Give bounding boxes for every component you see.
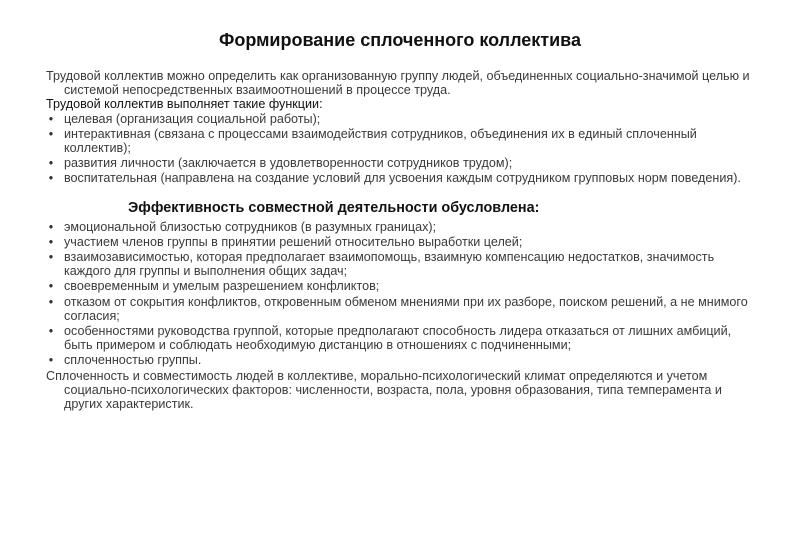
list-item bbox=[46, 279, 758, 293]
functions-heading-colon: : bbox=[319, 97, 323, 112]
bullet-icon: • bbox=[48, 279, 54, 294]
list-item-text: сплоченностью группы. bbox=[64, 353, 202, 368]
list-item-text: воспитательная (направлена на создание условий для усвоения каждым сотрудником групповых норм поведения). bbox=[64, 171, 741, 186]
list-item bbox=[46, 324, 758, 352]
list-item-text: целевая (организация социальной работы); bbox=[64, 111, 321, 126]
bullet-icon: • bbox=[48, 353, 54, 368]
bullet-icon: • bbox=[48, 294, 54, 309]
bullet-icon: • bbox=[48, 156, 54, 171]
bullet-icon: • bbox=[48, 126, 54, 141]
list-item bbox=[46, 112, 758, 126]
conclusion-paragraph: Сплоченность и совместимость людей в коллективе, морально-психологический климат определяются и учетом социально-психологических факторов: численности, возраста, пола, уровня образования, типа темперамента и других характеристик. bbox=[46, 368, 722, 412]
list-item bbox=[46, 171, 758, 185]
slide-title: Формирование сплоченного коллектива bbox=[218, 30, 582, 50]
bullet-icon: • bbox=[48, 111, 54, 126]
bullet-icon: • bbox=[48, 324, 54, 339]
list-item bbox=[46, 127, 758, 155]
effectiveness-list bbox=[46, 220, 758, 368]
functions-heading-text: Трудовой коллектив выполняет такие функции bbox=[46, 97, 320, 112]
list-item-text: интерактивная (связана с процессами взаимодействия сотрудников, объединения их в единый сплоченный коллектив); bbox=[64, 126, 697, 156]
functions-list bbox=[46, 112, 758, 186]
bullet-icon: • bbox=[48, 171, 54, 186]
list-item-text: своевременным и умелым разрешением конфликтов; bbox=[64, 279, 380, 294]
list-item bbox=[46, 250, 758, 278]
list-item-text: развития личности (заключается в удовлетворенности сотрудников трудом); bbox=[64, 156, 513, 171]
bullet-icon: • bbox=[48, 250, 54, 265]
list-item-text: взаимозависимостью, которая предполагает взаимопомощь, взаимную компенсацию недостатков, значимость каждого для группы и выполнения общих задач; bbox=[64, 250, 715, 279]
list-item-text: эмоциональной близостью сотрудников (в разумных границах); bbox=[64, 219, 437, 234]
list-item-text: участием членов группы в принятии решений относительно выработки целей; bbox=[64, 234, 523, 249]
list-item bbox=[46, 353, 758, 367]
list-item bbox=[46, 220, 758, 234]
list-item bbox=[46, 156, 758, 170]
list-item-text: особенностями руководства группой, которые предполагают способность лидера отказаться от лишних амбиций, быть примером и соблюдать необходимую дистанцию в отношениях с подчиненными; bbox=[64, 324, 732, 353]
slide-body bbox=[46, 69, 758, 411]
intro-paragraph: Трудовой коллектив можно определить как организованную группу людей, объединенных социально-значимой целью и системой непосредственных взаимоотношений в процессе труда. bbox=[46, 69, 750, 98]
bullet-icon: • bbox=[48, 234, 54, 249]
functions-heading bbox=[46, 97, 758, 111]
list-item-text: отказом от сокрытия конфликтов, откровенным обменом мнениями при их разборе, поиском решений, а не мнимого согласия; bbox=[64, 294, 748, 323]
list-item bbox=[46, 235, 758, 249]
bullet-icon: • bbox=[48, 219, 54, 234]
effectiveness-heading: Эффективность совместной деятельности обусловлена: bbox=[128, 199, 540, 216]
list-item bbox=[46, 295, 758, 323]
